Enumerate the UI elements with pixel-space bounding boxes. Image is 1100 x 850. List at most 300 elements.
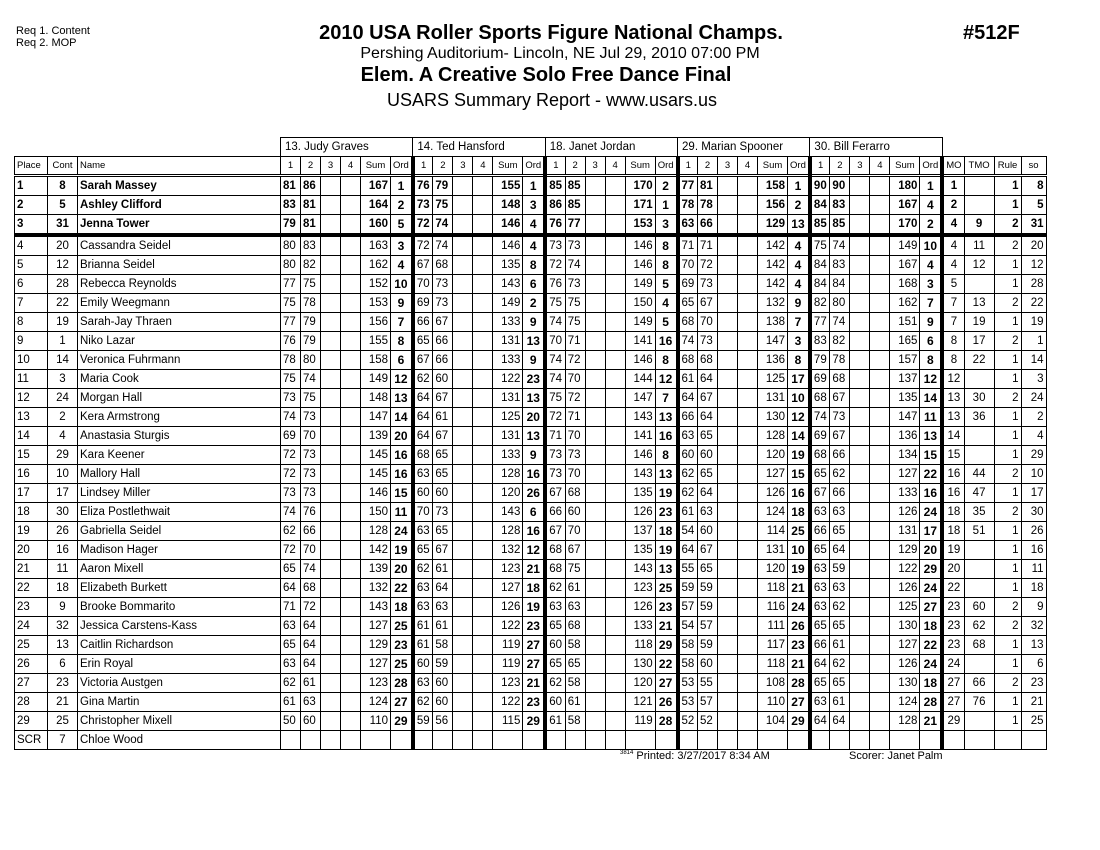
score-3 (453, 636, 473, 655)
score-1: 77 (678, 176, 698, 196)
cont-cell: 9 (48, 598, 78, 617)
score-1: 75 (810, 235, 830, 256)
header-score-s1: 1 (545, 157, 565, 176)
score-sum: 126 (890, 579, 920, 598)
score-4 (473, 256, 493, 275)
score-3 (453, 427, 473, 446)
score-1: 60 (545, 636, 565, 655)
score-4 (605, 465, 625, 484)
score-2: 79 (301, 313, 321, 332)
score-3 (585, 484, 605, 503)
cont-cell: 26 (48, 522, 78, 541)
score-2: 73 (565, 235, 585, 256)
score-3 (453, 541, 473, 560)
score-2: 67 (830, 427, 850, 446)
ordinal: 7 (920, 294, 942, 313)
ordinal: 12 (523, 541, 545, 560)
so-cell: 28 (1021, 275, 1046, 294)
ordinal: 1 (523, 176, 545, 196)
score-4 (473, 731, 493, 750)
score-2: 61 (830, 636, 850, 655)
score-4 (870, 275, 890, 294)
skater-name: Erin Royal (78, 655, 281, 674)
tmo-cell: 36 (964, 408, 994, 427)
score-sum: 126 (625, 503, 655, 522)
header-score-s4: 4 (605, 157, 625, 176)
rule-cell: 1 (994, 541, 1021, 560)
score-sum: 158 (758, 176, 788, 196)
score-4 (605, 256, 625, 275)
score-sum: 128 (890, 712, 920, 731)
ordinal: 23 (523, 693, 545, 712)
score-2: 64 (698, 484, 718, 503)
score-3 (453, 196, 473, 215)
score-sum: 160 (361, 215, 391, 236)
ordinal: 14 (920, 389, 942, 408)
competition-title: 2010 USA Roller Sports Figure National Champs. (319, 22, 783, 44)
place-cell: 20 (15, 541, 48, 560)
score-sum: 122 (493, 693, 523, 712)
cont-cell: 4 (48, 427, 78, 446)
score-3 (850, 655, 870, 674)
ordinal: 8 (391, 332, 413, 351)
skater-name: Victoria Austgen (78, 674, 281, 693)
score-sum: 143 (493, 503, 523, 522)
score-sum: 129 (758, 215, 788, 236)
ordinal: 24 (920, 579, 942, 598)
ordinal: 20 (920, 541, 942, 560)
score-sum: 164 (361, 196, 391, 215)
score-1: 79 (281, 215, 301, 236)
score-3 (585, 503, 605, 522)
score-4 (605, 446, 625, 465)
skater-name: Gina Martin (78, 693, 281, 712)
cont-cell: 6 (48, 655, 78, 674)
score-4 (605, 484, 625, 503)
score-1: 68 (810, 446, 830, 465)
score-2: 73 (698, 332, 718, 351)
score-sum: 134 (890, 446, 920, 465)
score-4 (605, 541, 625, 560)
skater-name: Niko Lazar (78, 332, 281, 351)
score-1: 69 (810, 370, 830, 389)
score-sum: 124 (361, 693, 391, 712)
score-3 (850, 484, 870, 503)
score-1: 63 (545, 598, 565, 617)
ordinal: 21 (920, 712, 942, 731)
score-sum: 149 (625, 275, 655, 294)
score-1: 57 (678, 598, 698, 617)
score-sum: 122 (493, 617, 523, 636)
score-sum: 170 (625, 176, 655, 196)
skater-name: Chloe Wood (78, 731, 281, 750)
score-3 (718, 522, 738, 541)
score-2: 65 (698, 427, 718, 446)
tmo-cell (964, 579, 994, 598)
score-4 (738, 712, 758, 731)
score-sum: 146 (361, 484, 391, 503)
score-4 (341, 541, 361, 560)
score-1: 85 (545, 176, 565, 196)
place-cell: 19 (15, 522, 48, 541)
table-row (15, 503, 1047, 522)
mo-cell: 13 (942, 389, 964, 408)
ordinal: 6 (920, 332, 942, 351)
score-4 (341, 370, 361, 389)
score-sum: 135 (493, 256, 523, 275)
skater-name: Madison Hager (78, 541, 281, 560)
score-3 (718, 503, 738, 522)
ordinal: 16 (391, 465, 413, 484)
score-2: 65 (830, 674, 850, 693)
cont-cell: 32 (48, 617, 78, 636)
score-3 (850, 693, 870, 712)
score-4 (870, 370, 890, 389)
score-2: 60 (433, 484, 453, 503)
mo-cell: 12 (942, 370, 964, 389)
score-sum: 130 (890, 674, 920, 693)
score-2: 73 (565, 446, 585, 465)
score-4 (341, 408, 361, 427)
ordinal: 16 (920, 484, 942, 503)
score-3 (585, 560, 605, 579)
score-1: 70 (413, 503, 433, 522)
score-3 (718, 636, 738, 655)
score-4 (473, 313, 493, 332)
table-row (15, 712, 1047, 731)
header-score-s2: 2 (301, 157, 321, 176)
score-4 (738, 636, 758, 655)
header-ord: Ord (788, 157, 810, 176)
score-1: 63 (678, 215, 698, 236)
so-cell: 4 (1021, 427, 1046, 446)
score-3 (321, 731, 341, 750)
score-2: 59 (698, 579, 718, 598)
score-1: 74 (810, 408, 830, 427)
score-sum: 131 (890, 522, 920, 541)
header-score-s4: 4 (738, 157, 758, 176)
tmo-cell (964, 712, 994, 731)
tmo-cell: 47 (964, 484, 994, 503)
place-cell: 16 (15, 465, 48, 484)
score-3 (718, 313, 738, 332)
rule-cell: 2 (994, 674, 1021, 693)
tmo-cell: 76 (964, 693, 994, 712)
score-2: 60 (698, 522, 718, 541)
score-1: 66 (545, 503, 565, 522)
score-3 (321, 235, 341, 256)
header-cont: Cont (48, 157, 78, 176)
score-1: 67 (810, 484, 830, 503)
score-4 (738, 579, 758, 598)
score-sum: 119 (493, 655, 523, 674)
score-4 (605, 215, 625, 236)
skater-name: Caitlin Richardson (78, 636, 281, 655)
score-2: 64 (301, 655, 321, 674)
score-sum: 157 (890, 351, 920, 370)
score-4 (473, 655, 493, 674)
score-3 (718, 256, 738, 275)
mo-cell: 16 (942, 484, 964, 503)
score-2: 55 (698, 674, 718, 693)
mo-cell: 22 (942, 579, 964, 598)
score-2: 57 (698, 693, 718, 712)
score-2: 72 (698, 256, 718, 275)
skater-name: Cassandra Seidel (78, 235, 281, 256)
score-4 (605, 617, 625, 636)
score-1 (281, 731, 301, 750)
score-3 (718, 294, 738, 313)
header-score-s2: 2 (565, 157, 585, 176)
score-sum: 128 (361, 522, 391, 541)
score-4 (341, 522, 361, 541)
score-4 (341, 256, 361, 275)
place-cell: 2 (15, 196, 48, 215)
score-sum: 138 (758, 313, 788, 332)
skater-name: Christopher Mixell (78, 712, 281, 731)
so-cell: 31 (1021, 215, 1046, 236)
ordinal: 21 (655, 617, 677, 636)
score-4 (738, 332, 758, 351)
score-2: 60 (698, 446, 718, 465)
score-2: 65 (698, 560, 718, 579)
rule-cell: 2 (994, 215, 1021, 236)
column-header-row (15, 157, 1047, 176)
printed-timestamp: Printed: 3/27/2017 8:34 AM (636, 750, 770, 762)
score-2: 58 (433, 636, 453, 655)
score-1: 60 (545, 693, 565, 712)
score-2: 59 (698, 636, 718, 655)
score-3 (850, 541, 870, 560)
rule-cell: 1 (994, 522, 1021, 541)
score-4 (738, 235, 758, 256)
score-3 (321, 389, 341, 408)
ordinal: 22 (655, 655, 677, 674)
score-sum: 119 (625, 712, 655, 731)
mo-cell: 4 (942, 256, 964, 275)
score-2 (433, 731, 453, 750)
score-3 (585, 427, 605, 446)
score-2: 64 (301, 636, 321, 655)
score-sum: 143 (625, 560, 655, 579)
score-4 (870, 522, 890, 541)
score-2: 66 (433, 351, 453, 370)
ordinal: 18 (655, 522, 677, 541)
score-4 (870, 731, 890, 750)
score-1: 75 (281, 370, 301, 389)
ordinal: 13 (655, 465, 677, 484)
score-sum (758, 731, 788, 750)
skater-name: Eliza Postlethwait (78, 503, 281, 522)
rule-cell: 2 (994, 503, 1021, 522)
score-2: 71 (698, 235, 718, 256)
score-4 (605, 503, 625, 522)
score-2: 63 (830, 503, 850, 522)
ordinal: 11 (920, 408, 942, 427)
score-1: 63 (413, 465, 433, 484)
table-row (15, 408, 1047, 427)
score-4 (473, 351, 493, 370)
so-cell: 2 (1021, 408, 1046, 427)
score-2: 76 (301, 503, 321, 522)
score-3 (585, 731, 605, 750)
score-4 (605, 196, 625, 215)
mo-cell: 15 (942, 446, 964, 465)
score-2: 63 (830, 579, 850, 598)
score-3 (718, 465, 738, 484)
score-1: 63 (281, 617, 301, 636)
score-4 (870, 560, 890, 579)
ordinal: 29 (523, 712, 545, 731)
score-1: 80 (281, 235, 301, 256)
score-1: 72 (281, 465, 301, 484)
header-score-s2: 2 (698, 157, 718, 176)
score-4 (738, 503, 758, 522)
ordinal: 27 (920, 598, 942, 617)
score-4 (341, 598, 361, 617)
score-2: 62 (830, 598, 850, 617)
header-rule: Rule (994, 157, 1021, 176)
score-3 (585, 294, 605, 313)
skater-name: Anastasia Sturgis (78, 427, 281, 446)
ordinal: 10 (920, 235, 942, 256)
ordinal: 23 (391, 636, 413, 655)
table-row (15, 674, 1047, 693)
mo-cell: 23 (942, 636, 964, 655)
score-3 (321, 484, 341, 503)
score-sum: 150 (361, 503, 391, 522)
so-cell: 5 (1021, 196, 1046, 215)
score-4 (341, 275, 361, 294)
score-4 (605, 275, 625, 294)
score-2: 68 (565, 484, 585, 503)
tmo-cell: 17 (964, 332, 994, 351)
place-cell: SCR (15, 731, 48, 750)
score-2: 75 (565, 313, 585, 332)
score-2: 75 (565, 560, 585, 579)
cont-cell: 23 (48, 674, 78, 693)
score-2: 61 (565, 579, 585, 598)
score-4 (473, 196, 493, 215)
score-4 (341, 389, 361, 408)
score-2: 73 (301, 408, 321, 427)
ordinal: 12 (788, 408, 810, 427)
score-1: 74 (545, 370, 565, 389)
score-3 (453, 408, 473, 427)
score-sum (361, 731, 391, 750)
printed-info (620, 750, 770, 762)
ordinal: 13 (391, 389, 413, 408)
score-sum (625, 731, 655, 750)
score-1: 60 (678, 446, 698, 465)
score-1: 78 (281, 351, 301, 370)
score-sum: 133 (890, 484, 920, 503)
score-sum: 145 (361, 465, 391, 484)
score-2: 74 (565, 256, 585, 275)
score-3 (850, 408, 870, 427)
score-4 (341, 465, 361, 484)
score-2: 73 (433, 294, 453, 313)
score-sum: 126 (890, 503, 920, 522)
score-1: 72 (281, 446, 301, 465)
so-cell: 17 (1021, 484, 1046, 503)
score-4 (605, 636, 625, 655)
score-sum: 143 (493, 275, 523, 294)
mo-cell: 5 (942, 275, 964, 294)
ordinal: 23 (788, 636, 810, 655)
ordinal: 8 (655, 351, 677, 370)
score-1: 62 (678, 465, 698, 484)
score-1: 61 (545, 712, 565, 731)
score-4 (605, 332, 625, 351)
cont-cell: 22 (48, 294, 78, 313)
skater-name: Sarah Massey (78, 176, 281, 196)
score-2: 61 (830, 693, 850, 712)
score-3 (718, 484, 738, 503)
score-3 (453, 351, 473, 370)
score-1: 62 (545, 674, 565, 693)
score-2: 66 (830, 484, 850, 503)
mo-cell (942, 731, 964, 750)
score-1: 63 (413, 598, 433, 617)
rule-cell: 2 (994, 235, 1021, 256)
score-1: 72 (413, 235, 433, 256)
score-4 (341, 579, 361, 598)
score-4 (870, 389, 890, 408)
score-2: 73 (301, 465, 321, 484)
mo-cell: 1 (942, 176, 964, 196)
score-3 (850, 598, 870, 617)
score-sum: 148 (361, 389, 391, 408)
score-4 (605, 522, 625, 541)
score-4 (473, 674, 493, 693)
score-2: 66 (301, 522, 321, 541)
tmo-cell (964, 176, 994, 196)
score-2: 63 (301, 693, 321, 712)
requirement-2: Req 2. MOP (16, 37, 77, 49)
score-1: 54 (678, 522, 698, 541)
ordinal: 9 (920, 313, 942, 332)
ordinal: 4 (788, 235, 810, 256)
score-sum: 120 (758, 560, 788, 579)
place-cell: 13 (15, 408, 48, 427)
score-3 (718, 370, 738, 389)
score-1: 62 (281, 522, 301, 541)
score-3 (718, 674, 738, 693)
ordinal: 8 (655, 256, 677, 275)
score-3 (718, 712, 738, 731)
score-1: 68 (545, 560, 565, 579)
score-sum: 122 (890, 560, 920, 579)
score-sum: 125 (758, 370, 788, 389)
score-3 (585, 313, 605, 332)
score-2: 77 (565, 215, 585, 236)
ordinal: 29 (391, 712, 413, 731)
venue-date: Pershing Auditorium- Lincoln, NE Jul 29, 2010 07:00 PM (360, 45, 760, 62)
header-name: Name (78, 157, 281, 176)
score-sum: 145 (361, 446, 391, 465)
cont-cell: 25 (48, 712, 78, 731)
score-sum: 146 (625, 446, 655, 465)
score-3 (321, 617, 341, 636)
score-sum: 111 (758, 617, 788, 636)
mo-cell: 2 (942, 196, 964, 215)
score-sum: 118 (625, 636, 655, 655)
score-2: 73 (698, 275, 718, 294)
score-2: 85 (565, 196, 585, 215)
ordinal: 13 (655, 408, 677, 427)
score-sum: 142 (758, 256, 788, 275)
